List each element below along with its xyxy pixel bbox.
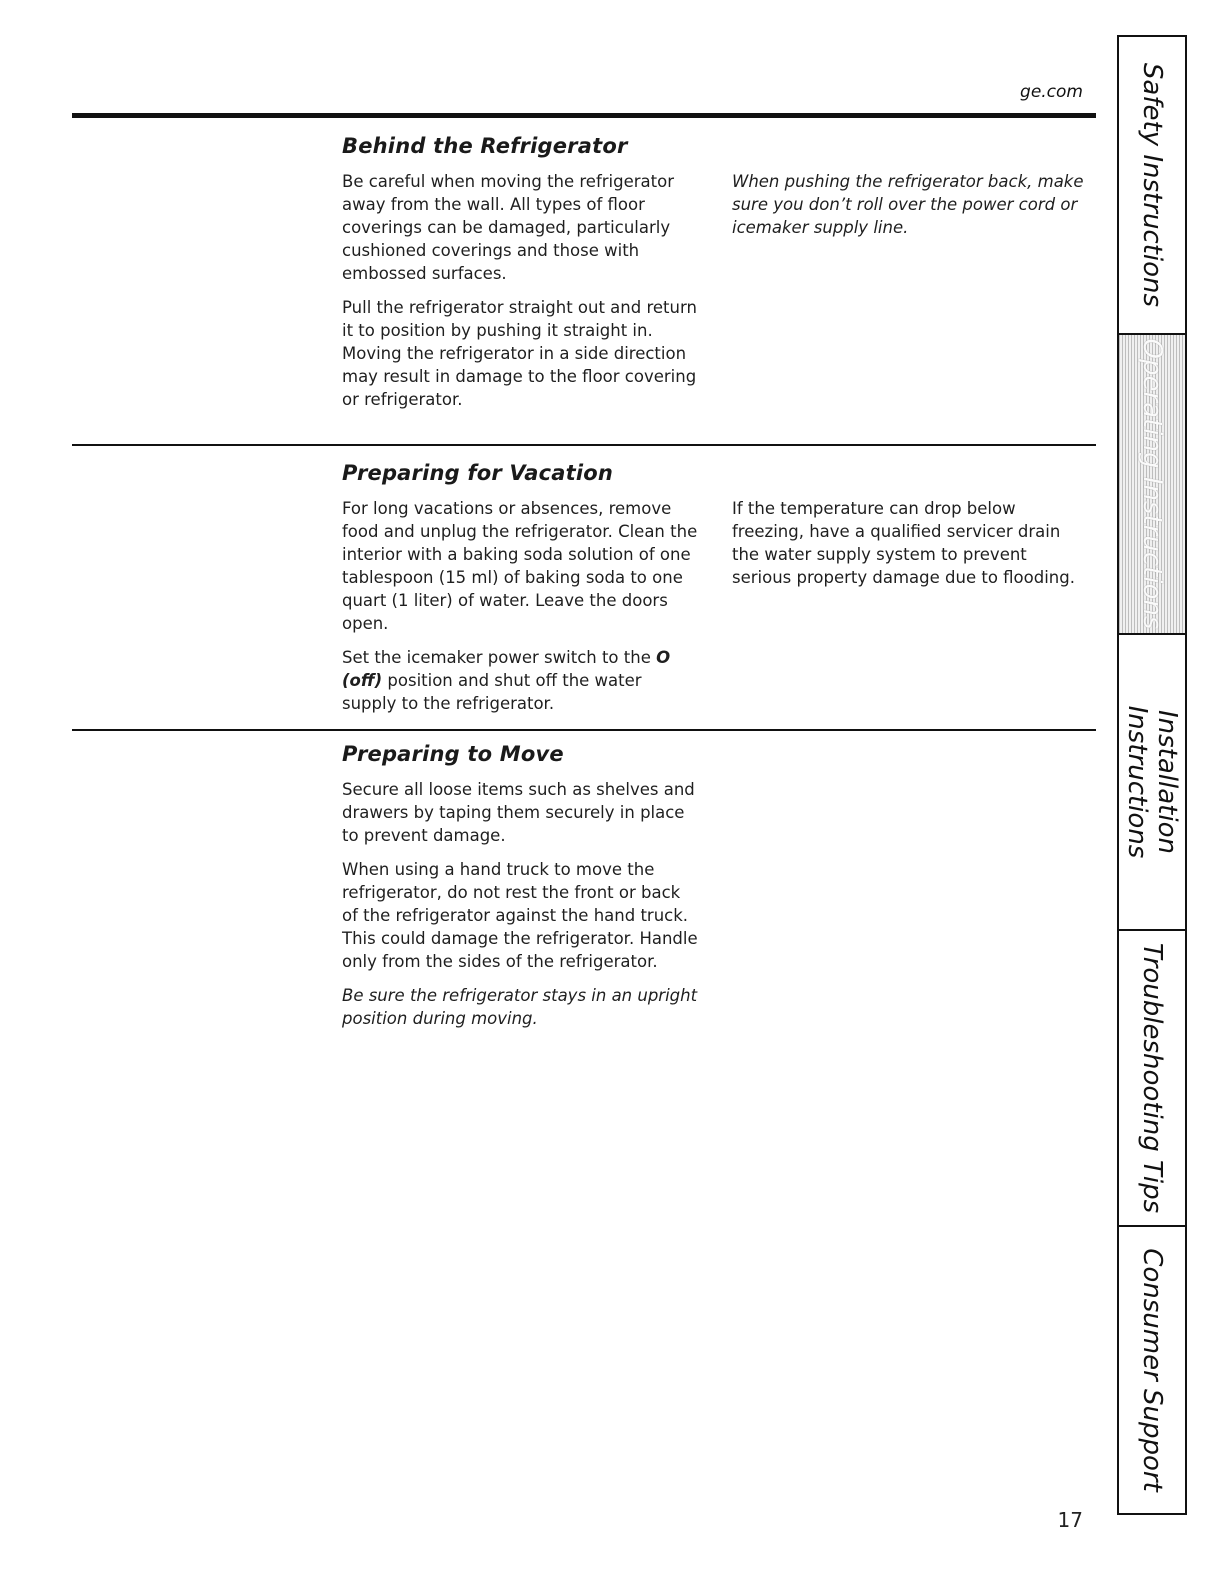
tab-label-line: Installation Instructions: [1122, 705, 1182, 859]
section-preparing-vacation: [342, 461, 1088, 726]
tab-label: Troubleshooting Tips: [1137, 942, 1167, 1214]
tab-safety-instructions[interactable]: [1119, 37, 1185, 335]
paragraph: Pull the refrigerator straight out and return it to position by pushing it straight in. Moving the refrigerator in a side direction may result in damage to the floor covering or refrigerator.: [342, 298, 697, 409]
tab-label: Consumer Support: [1137, 1248, 1167, 1492]
section-rule: [72, 729, 1096, 731]
paragraph: If the temperature can drop below freezing, have a qualified servicer drain the water supply system to prevent serious property damage due to flooding.: [732, 499, 1075, 587]
header-rule: [72, 113, 1096, 118]
section-tabs: [1117, 35, 1187, 1515]
right-column: [732, 497, 1088, 726]
note-paragraph: When pushing the refrigerator back, make sure you don’t roll over the power cord or icemaker supply line.: [732, 172, 1084, 237]
page-number: 17: [1057, 1508, 1083, 1532]
section-preparing-move: [342, 742, 1088, 1041]
text-run: position and shut off the water supply to the refrigerator.: [342, 671, 642, 713]
left-column: [342, 778, 698, 1041]
paragraph: When using a hand truck to move the refrigerator, do not rest the front or back of the refrigerator against the hand truck. This could damage the refrigerator. Handle only from the sides of the refrigerator.: [342, 860, 698, 971]
paragraph: Secure all loose items such as shelves and drawers by taping them securely in place to prevent damage.: [342, 780, 695, 845]
tab-consumer-support[interactable]: [1119, 1227, 1185, 1513]
off-position-label: O (off): [342, 648, 671, 690]
section-behind-refrigerator: [342, 134, 1088, 422]
section-rule: [72, 444, 1096, 446]
right-column: [732, 170, 1088, 422]
tab-label: Operating Instructions: [1137, 338, 1167, 630]
tab-operating-instructions[interactable]: [1119, 335, 1185, 635]
note-paragraph: Be sure the refrigerator stays in an upright position during moving.: [342, 986, 698, 1028]
paragraph: For long vacations or absences, remove food and unplug the refrigerator. Clean the interior with a baking soda solution of one tablespoon (15 ml) of baking soda to one quart (1 liter) of water. Leave the doors open.: [342, 499, 698, 633]
site-url: ge.com: [1020, 82, 1083, 102]
section-title: Preparing to Move: [342, 742, 564, 766]
left-column: [342, 497, 698, 726]
tab-label: Safety Instructions: [1137, 62, 1167, 308]
tab-installation-instructions[interactable]: [1119, 635, 1185, 931]
section-title: Behind the Refrigerator: [342, 134, 628, 158]
left-column: [342, 170, 698, 422]
tab-troubleshooting-tips[interactable]: [1119, 931, 1185, 1227]
paragraph: Be careful when moving the refrigerator away from the wall. All types of floor coverings can be damaged, particularly cushioned coverings and those with embossed surfaces.: [342, 172, 675, 283]
section-title: Preparing for Vacation: [342, 461, 614, 485]
paragraph: [342, 646, 698, 715]
text-run: Set the icemaker power switch to the: [342, 648, 657, 667]
tab-label: [1122, 682, 1182, 882]
